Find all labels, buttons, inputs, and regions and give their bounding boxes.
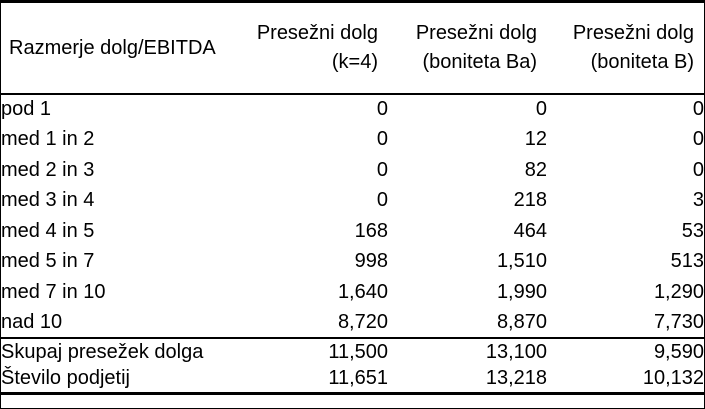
cell-excess-b: 0 — [692, 98, 704, 121]
column-header-b-line1: Presežni dolg — [572, 22, 694, 44]
cell-excess-ba: 8,870 — [496, 310, 547, 333]
total-excess-ba: 13,100 — [388, 338, 547, 366]
column-header-k4-line1: Presežni dolg — [256, 22, 378, 44]
cell-excess-b: 0 — [692, 158, 704, 181]
table-row — [1, 186, 704, 217]
row-label: pod 1 — [1, 98, 52, 121]
cell-excess-k4: 998 — [354, 250, 388, 273]
column-header-ratio — [1, 2, 246, 94]
cell-excess-b: 513 — [670, 250, 704, 273]
table-row — [1, 155, 704, 186]
table-row — [1, 125, 704, 156]
cell-excess-b: 7,730 — [653, 310, 704, 333]
column-header-b-line2: (boniteta B) — [590, 51, 694, 73]
column-header-ba-line1: Presežni dolg — [415, 22, 537, 44]
column-header-excess-debt-b — [547, 2, 704, 94]
total-row-company-count — [1, 366, 704, 394]
cell-excess-b: 1,290 — [653, 280, 704, 303]
total-row-label: Število podjetij — [1, 366, 246, 394]
table-row — [1, 277, 704, 308]
total-excess-b: 9,590 — [547, 338, 704, 366]
column-header-k4-line2: (k=4) — [331, 51, 378, 73]
column-header-ratio-label: Razmerje dolg/EBITDA — [9, 36, 216, 59]
cell-excess-k4: 168 — [354, 219, 388, 242]
total-row-label: Skupaj presežek dolga — [1, 338, 246, 366]
table-row — [1, 94, 704, 125]
cell-excess-ba: 1,990 — [496, 280, 547, 303]
cell-excess-k4: 8,720 — [337, 310, 388, 333]
total-row-excess-debt — [1, 338, 704, 366]
total-excess-k4: 11,500 — [246, 338, 388, 366]
row-label: nad 10 — [1, 310, 63, 333]
count-ba: 13,218 — [388, 366, 547, 394]
count-b: 10,132 — [547, 366, 704, 394]
cell-excess-k4: 0 — [376, 158, 388, 181]
row-label: med 1 in 2 — [1, 128, 95, 151]
table-row — [1, 216, 704, 247]
table-row — [1, 308, 704, 339]
row-label: med 2 in 3 — [1, 158, 95, 181]
cell-excess-b: 0 — [692, 128, 704, 151]
table-row — [1, 247, 704, 278]
cell-excess-ba: 82 — [524, 158, 547, 181]
table-body — [1, 94, 704, 338]
debt-ebitda-table — [1, 1, 704, 395]
header-row — [1, 2, 704, 94]
column-header-excess-debt-k4 — [246, 2, 388, 94]
row-label: med 4 in 5 — [1, 219, 95, 242]
cell-excess-ba: 464 — [513, 219, 547, 242]
cell-excess-b: 53 — [681, 219, 704, 242]
row-label: med 5 in 7 — [1, 250, 95, 273]
cell-excess-ba: 1,510 — [496, 250, 547, 273]
cell-excess-k4: 0 — [376, 128, 388, 151]
cell-excess-ba: 0 — [535, 98, 547, 121]
cell-excess-b: 3 — [692, 189, 704, 212]
column-header-excess-debt-ba — [388, 2, 547, 94]
row-label: med 3 in 4 — [1, 189, 95, 212]
cell-excess-ba: 218 — [513, 189, 547, 212]
table-totals — [1, 338, 704, 393]
count-k4: 11,651 — [246, 366, 388, 394]
cell-excess-k4: 0 — [376, 189, 388, 212]
cell-excess-ba: 12 — [524, 128, 547, 151]
cell-excess-k4: 0 — [376, 98, 388, 121]
row-label: med 7 in 10 — [1, 280, 106, 303]
column-header-ba-line2: (boniteta Ba) — [422, 51, 537, 73]
cell-excess-k4: 1,640 — [337, 280, 388, 303]
